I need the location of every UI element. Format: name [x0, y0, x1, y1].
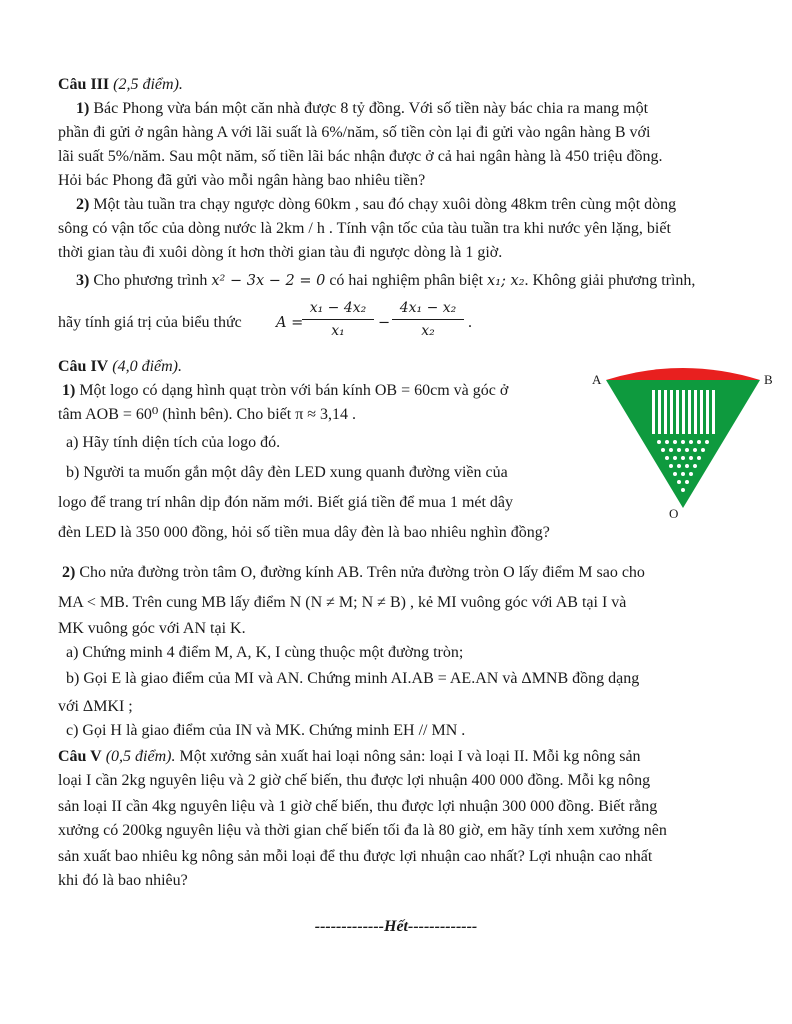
q3-p3-number: 3) — [76, 272, 90, 289]
q4-p2-a: a) Chứng minh 4 điểm M, A, K, I cùng thuộc một đường tròn; — [66, 644, 464, 661]
logo-dot — [665, 456, 669, 460]
fraction-1 — [302, 298, 374, 342]
logo-dot — [661, 448, 665, 452]
logo-dot — [689, 472, 693, 476]
fraction-2-denominator: x₂ — [421, 323, 435, 339]
q4-heading — [58, 356, 182, 378]
logo-stripe — [682, 390, 685, 434]
q3-p1-line3: lãi suất 5%/năm. Sau một năm, số tiền lãi bác nhận được ở cả hai ngân hàng là 450 triệu đồng. — [58, 148, 663, 165]
logo-dot — [681, 440, 685, 444]
q3-roots: x₁; x₂ — [487, 273, 525, 289]
sector-logo-figure — [588, 362, 778, 522]
logo-stripe — [712, 390, 715, 434]
q3-p3-text-a: Cho phương trình — [93, 272, 208, 289]
logo-stripe — [706, 390, 709, 434]
logo-dot — [701, 448, 705, 452]
q5-line5: sản xuất bao nhiêu kg nông sản mỗi loại để thu được lợi nhuận cao nhất? Lợi nhuận cao nhất — [58, 848, 653, 865]
q3-points: (2,5 điểm). — [113, 76, 183, 93]
q5-line1 — [58, 746, 641, 768]
q4-p1-a: a) Hãy tính diện tích của logo đó. — [66, 434, 281, 451]
expression-lhs: A = — [276, 315, 304, 331]
q4-p2-b-line2: với ΔMKI ; — [58, 698, 133, 715]
q4-p1-line1 — [62, 380, 508, 402]
logo-dot — [689, 456, 693, 460]
logo-dot — [673, 440, 677, 444]
logo-dot — [689, 440, 693, 444]
logo-dot — [681, 488, 685, 492]
fraction-1-numerator: x₁ − 4x₂ — [302, 298, 374, 320]
q4-p1-b-line2: logo để trang trí nhân dịp đón năm mới. Biết giá tiền để mua 1 mét dây — [58, 494, 514, 511]
logo-dot — [681, 456, 685, 460]
logo-dot — [669, 464, 673, 468]
q4-points: (4,0 điểm). — [112, 358, 182, 375]
logo-stripe — [664, 390, 667, 434]
logo-dot — [697, 456, 701, 460]
q5-line2: loại I cần 2kg nguyên liệu và 2 giờ chế biến, thu được lợi nhuận 400 000 đồng. Mỗi kg nông — [58, 772, 651, 789]
q4-p1-line2: tâm AOB = 60⁰ (hình bên). Cho biết π ≈ 3,14 . — [58, 406, 357, 423]
q4-p2-line1 — [62, 562, 645, 584]
logo-stripe — [670, 390, 673, 434]
logo-dot — [697, 440, 701, 444]
q3-p1-line1 — [76, 98, 648, 120]
logo-dot — [693, 464, 697, 468]
q5-title: Câu V — [58, 748, 102, 765]
q3-p1-number: 1) — [76, 100, 90, 117]
q3-p2-text1: Một tàu tuần tra chạy ngược dòng 60km , sau đó chạy xuôi dòng 48km trên cùng một dòng — [93, 196, 677, 213]
q3-p1-line2: phần đi gửi ở ngân hàng A với lãi suất là 6%/năm, số tiền còn lại đi gửi vào ngân hàng B với — [58, 124, 651, 141]
logo-stripe — [700, 390, 703, 434]
q3-equation: x² − 3x − 2 = 0 — [211, 273, 326, 289]
label-b: B — [764, 372, 773, 387]
q4-p1-text1: Một logo có dạng hình quạt tròn với bán kính OB = 60cm và góc ở — [79, 382, 509, 399]
q3-title: Câu III — [58, 76, 110, 93]
q4-p2-c: c) Gọi H là giao điểm của IN và MK. Chứng minh EH // MN . — [66, 722, 466, 739]
q5-line4: xưởng có 200kg nguyên liệu và thời gian chế biến tối đa là 80 giờ, em hãy tính xem xưởng nên — [58, 822, 667, 839]
logo-dot — [677, 480, 681, 484]
logo-dot — [673, 456, 677, 460]
logo-red-cap — [606, 368, 760, 380]
q3-p1-text1: Bác Phong vừa bán một căn nhà được 8 tỷ đồng. Với số tiền này bác chia ra mang một — [93, 100, 649, 117]
fraction-2-numerator: 4x₁ − x₂ — [392, 298, 464, 320]
logo-stripe — [694, 390, 697, 434]
logo-dot — [685, 464, 689, 468]
logo-dot — [677, 464, 681, 468]
logo-stripe — [652, 390, 655, 434]
expression-minus: − — [378, 315, 391, 331]
q3-p3-text-b: có hai nghiệm phân biệt — [329, 272, 484, 289]
fraction-2 — [392, 298, 464, 342]
logo-dot — [705, 440, 709, 444]
q3-p2-line2: sông có vận tốc của dòng nước là 2km / h . Tính vận tốc của tàu tuần tra khi nước yên lặng, biết — [58, 220, 671, 237]
logo-dot — [677, 448, 681, 452]
fraction-1-denominator: x₁ — [331, 323, 345, 339]
q4-p1-number: 1) — [62, 382, 76, 399]
q3-heading — [58, 74, 183, 96]
q5-line6: khi đó là bao nhiêu? — [58, 872, 188, 889]
q5-line3: sản loại II cần 4kg nguyên liệu và 1 giờ chế biến, thu được lợi nhuận 300 000 đồng. Biết rằng — [58, 798, 658, 815]
q3-p1-line4: Hỏi bác Phong đã gửi vào mỗi ngân hàng bao nhiêu tiền? — [58, 172, 426, 189]
logo-stripe — [676, 390, 679, 434]
q4-p2-number: 2) — [62, 564, 76, 581]
q4-p1-b-line3: đèn LED là 350 000 đồng, hỏi số tiền mua dây đèn là bao nhiêu nghìn đồng? — [58, 524, 550, 541]
q4-title: Câu IV — [58, 358, 109, 375]
logo-dot — [665, 440, 669, 444]
q5-points: (0,5 điểm). — [105, 748, 176, 765]
end-marker: -------------Hết------------- — [314, 918, 478, 935]
logo-dot — [669, 448, 673, 452]
label-o: O — [669, 506, 679, 521]
q4-p2-b-line1: b) Gọi E là giao điểm của MI và AN. Chứng minh AI.AB = AE.AN và ΔMNB đồng dạng — [66, 670, 640, 687]
logo-dot — [681, 472, 685, 476]
logo-stripe — [658, 390, 661, 434]
expression-end: . — [468, 314, 472, 331]
logo-dot — [685, 448, 689, 452]
q3-p2-number: 2) — [76, 196, 90, 213]
q5-text1: Một xưởng sản xuất hai loại nông sản: loại I và loại II. Mỗi kg nông sản — [179, 748, 641, 765]
q3-p3-text-c: . Không giải phương trình, — [524, 272, 696, 289]
logo-stripe — [688, 390, 691, 434]
logo-dot — [693, 448, 697, 452]
q3-p3-line1 — [76, 270, 695, 292]
q4-p2-text1: Cho nửa đường tròn tâm O, đường kính AB. Trên nửa đường tròn O lấy điểm M sao cho — [79, 564, 645, 581]
label-a: A — [592, 372, 602, 387]
q3-p2-line3: thời gian tàu đi xuôi dòng ít hơn thời gian tàu đi ngược dòng là 1 giờ. — [58, 244, 503, 261]
logo-dot — [657, 440, 661, 444]
logo-dot — [673, 472, 677, 476]
q3-p3-text-d: hãy tính giá trị của biểu thức — [58, 314, 242, 331]
logo-dot — [685, 480, 689, 484]
q3-p2-line1 — [76, 194, 676, 216]
q4-p2-line2: MA < MB. Trên cung MB lấy điểm N (N ≠ M; N ≠ B) , kẻ MI vuông góc với AB tại I và — [58, 594, 627, 611]
q4-p1-b-line1: b) Người ta muốn gắn một dây đèn LED xung quanh đường viền của — [66, 464, 508, 481]
q4-p2-line3: MK vuông góc với AN tại K. — [58, 620, 246, 637]
